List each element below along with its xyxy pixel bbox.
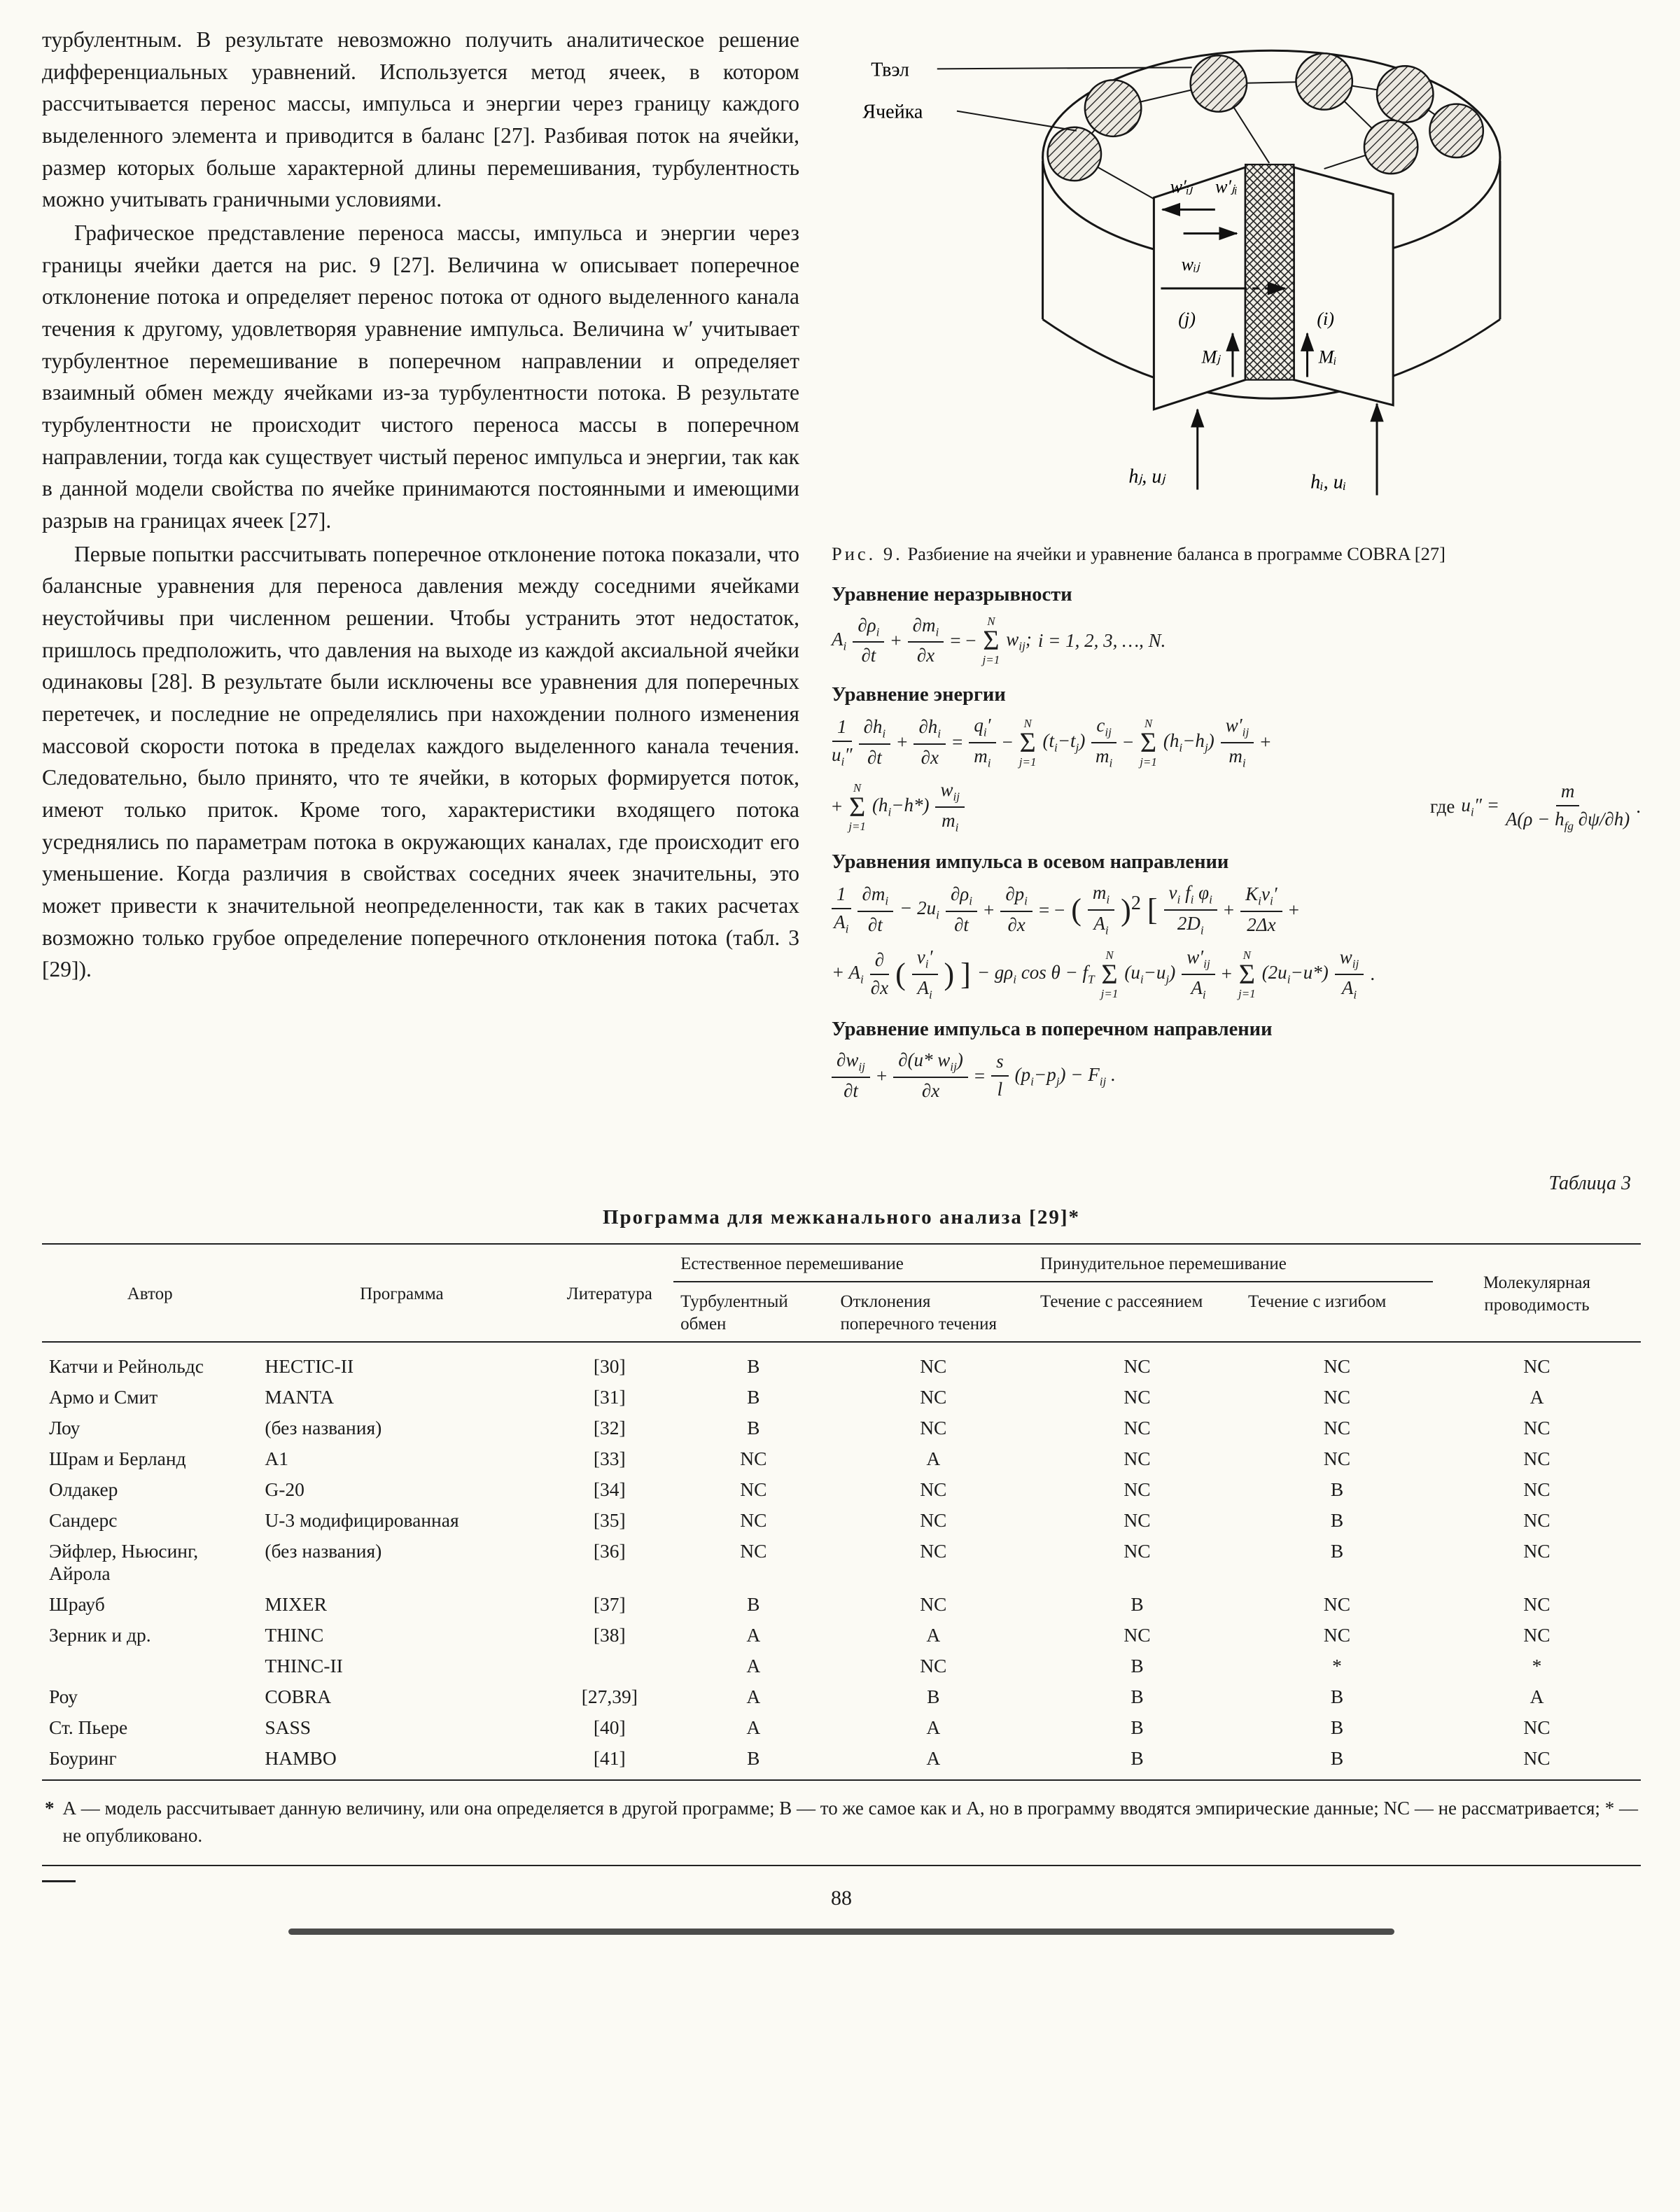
math-fraction: $\frac{K_iv_i'}{2\Delta x}$ bbox=[1240, 883, 1282, 937]
paragraph-1: турбулентным. В результате невозможно получить аналитическое решение дифференциальных уравнений. Используется метод ячеек, в котором рассчитывается перенос массы, импульса и энергии через границу каждого выделенного элемента и приводится в баланс [27]. Разбивая поток на ячейки, размер которых больше характерной длины перемешивания, турбулентность можно учитывать граничными условиями. bbox=[42, 27, 799, 212]
fuel-rod bbox=[1191, 55, 1247, 111]
col-header-bend: Течение с изгибом bbox=[1241, 1282, 1433, 1342]
open-paren: ( bbox=[1071, 892, 1082, 927]
cell-value: В bbox=[747, 1386, 760, 1408]
cell-value: NC bbox=[1323, 1386, 1351, 1408]
table-row bbox=[42, 1412, 1641, 1443]
cell-author: Ст. Пьере bbox=[49, 1716, 128, 1739]
cell-author: Олдакер bbox=[49, 1478, 118, 1501]
cell-literature: [37] bbox=[593, 1593, 626, 1616]
cell-literature: [36] bbox=[593, 1540, 626, 1562]
group-header-forced-mixing: Принудительное перемешивание bbox=[1033, 1244, 1433, 1282]
cell-value: NC bbox=[1523, 1716, 1550, 1739]
cell-value: NC bbox=[1523, 1417, 1550, 1439]
table-row bbox=[42, 1650, 1641, 1681]
math-fraction: $\frac{\partial p_i}{\partial x}$ bbox=[1000, 883, 1032, 937]
left-text-column bbox=[42, 24, 799, 1105]
fuel-rod bbox=[1048, 127, 1101, 181]
plus-sign: + bbox=[1260, 732, 1271, 753]
cell-author: Сандерс bbox=[49, 1509, 118, 1532]
math-fraction: $\frac{v_i'}{A_i}$ bbox=[912, 946, 938, 1002]
cell-program: HAMBO bbox=[258, 1742, 545, 1780]
fuel-rod bbox=[1429, 104, 1483, 158]
cell-value: NC bbox=[1523, 1593, 1550, 1616]
cell-program: HECTIC-II bbox=[265, 1355, 354, 1378]
cell-value: В bbox=[1241, 1742, 1433, 1780]
table-row bbox=[42, 1504, 1641, 1535]
cell-literature: [31] bbox=[593, 1386, 626, 1408]
equation-axial-line-2 bbox=[832, 946, 1641, 1002]
equation-block-axial bbox=[832, 851, 1641, 1002]
cell-value: NC bbox=[1523, 1509, 1550, 1532]
paragraph-2: Графическое представление переноса массы, импульса и энергии через границы ячейки дается на рис. 9 [27]. Величина w описывает поперечное отклонение потока и определяет перенос потока от одного выделенного канала течения к другому, удовлетворяя уравнение импульса. Величина w′ учитывает турбулентное перемешивание в поперечном направлении и определяет взаимный обмен между ячейками из-за турбулентности потока. В результате турбулентности не происходит чистого переноса массы в поперечном направлении, тогда как существует чистый перенос импульса и энергии, так как в данной модели свойства по ячейке принимаются постоянными и имеющими разрыв на границах ячеек [27]. bbox=[42, 220, 799, 533]
math-fraction: $\frac{\partial\rho_i}{\partial t}$ bbox=[853, 615, 884, 668]
summation-symbol: N Σ j=1 bbox=[1018, 716, 1037, 769]
cell-value: NC bbox=[920, 1655, 947, 1677]
cell-value: NC bbox=[1323, 1355, 1351, 1378]
equation-block-energy bbox=[832, 684, 1641, 834]
equation-energy-line-2 bbox=[832, 779, 1641, 835]
group-header-natural-mixing: Естественное перемешивание bbox=[673, 1244, 1033, 1282]
right-column bbox=[832, 24, 1641, 1105]
cell-author: Зерник и др. bbox=[49, 1624, 151, 1646]
cell-author: Эйфлер, Ньюсинг, Айрола bbox=[49, 1540, 199, 1585]
cell-value: NC bbox=[1523, 1448, 1550, 1470]
equation-title-transverse: Уравнение импульса в поперечном направлении bbox=[832, 1018, 1273, 1041]
cell-value: NC bbox=[740, 1478, 767, 1501]
cell-value: А bbox=[926, 1624, 941, 1646]
cell-program: MANTA bbox=[265, 1386, 334, 1408]
math-fraction: $\frac{m_i}{A_i}$ bbox=[1088, 882, 1114, 938]
cell-value: NC bbox=[1323, 1417, 1351, 1439]
plus-sign: + bbox=[832, 796, 843, 818]
table-row bbox=[42, 1443, 1641, 1474]
math-term: $(t_i-t_j)$ bbox=[1042, 730, 1086, 755]
math-fraction: $\frac{1}{u_i''}$ bbox=[832, 716, 853, 769]
cell-value: NC bbox=[920, 1540, 947, 1562]
label-cell: Ячейка bbox=[862, 101, 923, 123]
cell-program: MIXER bbox=[265, 1593, 327, 1616]
cell-literature: [33] bbox=[593, 1448, 626, 1470]
fuel-rod bbox=[1296, 53, 1352, 109]
cell-value: В bbox=[1033, 1742, 1241, 1780]
label-m-j: Mⱼ bbox=[1201, 346, 1220, 368]
label-fuel-rod: Твэл bbox=[871, 59, 909, 81]
col-header-program: Программа bbox=[258, 1244, 545, 1342]
cell-value: NC bbox=[1124, 1624, 1151, 1646]
cell-value: В bbox=[1330, 1540, 1344, 1562]
equation-energy-line-1 bbox=[832, 715, 1641, 771]
cell-value: NC bbox=[920, 1417, 947, 1439]
cell-literature: [27,39] bbox=[581, 1686, 638, 1708]
cell-value: А bbox=[746, 1655, 761, 1677]
cell-program: THINC-II bbox=[265, 1655, 343, 1677]
math-term: i = 1, 2, 3, …, N. bbox=[1037, 629, 1166, 651]
cell-value: В bbox=[747, 1355, 760, 1378]
page-number: 88 bbox=[831, 1886, 852, 1910]
footnote-marker: * bbox=[45, 1798, 55, 1819]
cell-literature: [35] bbox=[593, 1509, 626, 1532]
label-channel-i: (i) bbox=[1317, 309, 1334, 330]
programs-table bbox=[42, 1243, 1641, 1781]
cut-face-right bbox=[1294, 167, 1393, 405]
label-w-prime-ij: w′ᵢⱼ bbox=[1170, 176, 1193, 197]
cell-literature: [32] bbox=[593, 1417, 626, 1439]
cell-program: SASS bbox=[265, 1716, 312, 1739]
plus-sign: + bbox=[897, 732, 908, 753]
cell-author: Шрам и Берланд bbox=[49, 1448, 186, 1470]
table-row bbox=[42, 1619, 1641, 1650]
math-fraction: $\frac{v_i f_i \varphi_i}{2D_i}$ bbox=[1164, 882, 1217, 938]
math-term: $u_i''$ = bbox=[1461, 794, 1499, 819]
cell-value: NC bbox=[1124, 1540, 1151, 1562]
cell-program: (без названия) bbox=[265, 1417, 382, 1439]
math-term: $(2u_i-u*)$ bbox=[1261, 961, 1329, 986]
table-row bbox=[42, 1381, 1641, 1412]
cell-value: NC bbox=[1523, 1624, 1550, 1646]
plus-sign: + bbox=[876, 1065, 888, 1086]
minus-sign: − bbox=[1002, 732, 1013, 753]
cell-value: NC bbox=[1323, 1593, 1351, 1616]
cell-value: А bbox=[746, 1716, 761, 1739]
cell-author: Шрауб bbox=[49, 1593, 105, 1616]
fuel-rod bbox=[1377, 66, 1433, 122]
cell-literature: [30] bbox=[593, 1355, 626, 1378]
cell-value: А bbox=[926, 1716, 941, 1739]
math-term: $A_i$ bbox=[832, 628, 847, 653]
close-bracket: ] bbox=[960, 956, 971, 991]
cell-value: NC bbox=[1523, 1355, 1550, 1378]
equation-axial-line-1 bbox=[832, 882, 1641, 938]
equals-sign: = bbox=[952, 732, 963, 753]
cell-value: NC bbox=[920, 1386, 947, 1408]
close-paren: ) bbox=[944, 956, 955, 991]
math-fraction: $\frac{\partial m_i}{\partial x}$ bbox=[908, 615, 944, 668]
cell-value: NC bbox=[1124, 1386, 1151, 1408]
cell-author bbox=[42, 1650, 258, 1681]
math-fraction: $\frac{\partial(u* w_{ij})}{\partial x}$ bbox=[893, 1049, 968, 1102]
cell-literature: [41] bbox=[545, 1742, 673, 1780]
footnote-text: А — модель рассчитывает данную величину, или она определяется в другой программе; В — то же самое как и А, но в программу вводятся эмпирические данные; NC — не рассматривается; * — не опубликовано. bbox=[62, 1798, 1638, 1847]
cell-value: А bbox=[1530, 1686, 1544, 1708]
label-h-j-u-j: hⱼ, uⱼ bbox=[1128, 465, 1166, 488]
cell-value: А bbox=[746, 1624, 761, 1646]
cell-value: NC bbox=[1124, 1448, 1151, 1470]
math-fraction: $\frac{\partial}{\partial x}$ bbox=[870, 948, 889, 998]
open-paren: ( bbox=[895, 956, 906, 991]
cell-value: В bbox=[1130, 1655, 1144, 1677]
cell-value: NC bbox=[740, 1509, 767, 1532]
table-row bbox=[42, 1342, 1641, 1381]
period: . bbox=[1636, 796, 1641, 818]
cell-value: NC bbox=[1323, 1624, 1351, 1646]
minus-sign: − bbox=[1122, 732, 1134, 753]
cell-value: В bbox=[927, 1686, 940, 1708]
plus-sign: + bbox=[890, 629, 902, 651]
equation-title-continuity: Уравнение неразрывности bbox=[832, 583, 1072, 606]
math-fraction: $\frac{\partial\rho_i}{\partial t}$ bbox=[946, 883, 977, 937]
table-row bbox=[42, 1474, 1641, 1504]
math-term: $w_{ij}$; bbox=[1006, 628, 1032, 653]
cell-value: А bbox=[1530, 1386, 1544, 1408]
cell-value: NC bbox=[920, 1509, 947, 1532]
cell-value: NC bbox=[740, 1448, 767, 1470]
table-footnote bbox=[45, 1795, 1638, 1849]
math-fraction: $\frac{w'_{ij}}{A_i}$ bbox=[1182, 946, 1215, 1002]
equation-continuity bbox=[832, 615, 1641, 668]
math-term: − $2u_i$ bbox=[899, 897, 939, 922]
cell-value: В bbox=[1330, 1478, 1344, 1501]
cell-value: В bbox=[673, 1742, 833, 1780]
cell-value: В bbox=[1330, 1716, 1344, 1739]
plus-sign: + bbox=[1221, 963, 1232, 985]
cell-value: NC bbox=[920, 1478, 947, 1501]
col-header-molecular: Молекулярная проводимость bbox=[1433, 1244, 1641, 1342]
math-fraction: $\frac{\partial h_i}{\partial x}$ bbox=[913, 716, 946, 769]
table-row bbox=[42, 1681, 1641, 1712]
cell-author: Лоу bbox=[49, 1417, 80, 1439]
summation-symbol: N Σ j=1 bbox=[1140, 716, 1157, 769]
math-fraction: $\frac{1}{A_i}$ bbox=[832, 883, 851, 937]
figure-caption-label: Рис. 9. bbox=[832, 542, 903, 564]
cell-value: В bbox=[1130, 1716, 1144, 1739]
label-channel-j: (j) bbox=[1178, 309, 1196, 330]
cell-value: NC bbox=[1433, 1742, 1641, 1780]
fuel-rod bbox=[1085, 80, 1141, 136]
label-w-ij: wᵢⱼ bbox=[1181, 253, 1200, 274]
cell-value: NC bbox=[1124, 1355, 1151, 1378]
col-header-author: Автор bbox=[42, 1244, 258, 1342]
cell-literature: [34] bbox=[593, 1478, 626, 1501]
cell-value: NC bbox=[1323, 1448, 1351, 1470]
summation-symbol: N Σ j=1 bbox=[848, 780, 866, 833]
equals-sign: = bbox=[974, 1065, 986, 1086]
bottom-rule bbox=[42, 1865, 1641, 1866]
summation-symbol: N Σ j=1 bbox=[1238, 948, 1256, 1000]
cell-program: THINC bbox=[265, 1624, 324, 1646]
math-fraction: $\frac{c_{ij}}{m_i}$ bbox=[1091, 715, 1116, 771]
summation-symbol: N Σ j=1 bbox=[982, 615, 1000, 667]
plus-sign: + bbox=[1223, 899, 1235, 920]
label-m-i: Mᵢ bbox=[1318, 346, 1337, 368]
cell-author: Армо и Смит bbox=[49, 1386, 158, 1408]
math-fraction: $\frac{\partial w_{ij}}{\partial t}$ bbox=[832, 1049, 870, 1102]
cell-program: COBRA bbox=[265, 1686, 332, 1708]
table-section bbox=[42, 1172, 1641, 1849]
equation-transverse bbox=[832, 1049, 1641, 1102]
cut-fuel-rod-section bbox=[1245, 164, 1294, 380]
cell-value: NC bbox=[1124, 1417, 1151, 1439]
math-fraction: $\frac{w_{ij}}{A_i}$ bbox=[1335, 946, 1364, 1002]
figure-caption bbox=[832, 542, 1641, 567]
cell-author: Роу bbox=[49, 1686, 78, 1708]
math-fraction: $\frac{w_{ij}}{m_i}$ bbox=[935, 779, 965, 835]
plus-sign: + bbox=[983, 899, 995, 920]
math-fraction: $\frac{w'_{ij}}{m_i}$ bbox=[1221, 715, 1254, 771]
paragraph-3: Первые попытки рассчитывать поперечное отклонение потока показали, что балансные уравнения для переноса давления между соседними ячейками неустойчивы при численном решении. Чтобы устранить этот недостаток, пришлось предположить, что давления на выходе из каждой аксиальной ячейки одинаковы [28]. В результате были исключены все уравнения для поперечных перетечек, и последние не определялись при нахождении полного изменения массовой скорости потока в пределах каждого выделенного канала течения. Следовательно, было принято, что те ячейки, в которых формируется поток, имеют только приток. Кроме того, характеристики входящего потока усреднялись по параметрам потока в окружающих каналах, где происходит его уменьшение. Когда различия в свойствах соседних ячеек значительны, это может привести к значительной неопределенности, так как в таких расчетах возможно только грубое определение поперечного отклонения потока (табл. 3 [29]). bbox=[42, 541, 799, 982]
equation-block-transverse bbox=[832, 1018, 1641, 1102]
cell-literature: [38] bbox=[593, 1624, 626, 1646]
cell-literature: [40] bbox=[593, 1716, 626, 1739]
cell-program: U-3 модифицированная bbox=[265, 1509, 459, 1532]
scan-artifact bbox=[288, 1928, 1394, 1935]
cell-value: В bbox=[1330, 1686, 1344, 1708]
label-w-prime-ji: w′ⱼᵢ bbox=[1215, 176, 1238, 197]
math-fraction: $\frac{s}{l}$ bbox=[991, 1051, 1009, 1101]
cell-value: NC bbox=[920, 1355, 947, 1378]
figure-9-drawing bbox=[832, 24, 1641, 538]
cell-value: А bbox=[926, 1448, 941, 1470]
math-term: + $A_i$ bbox=[832, 961, 864, 986]
table-row bbox=[42, 1588, 1641, 1619]
equals-minus: = − bbox=[1038, 899, 1065, 920]
cell-value: NC bbox=[1124, 1509, 1151, 1532]
math-term: $(u_i-u_j)$ bbox=[1124, 961, 1176, 986]
cell-value: NC bbox=[1124, 1478, 1151, 1501]
math-term: $(h_i-h_j)$ bbox=[1163, 730, 1214, 755]
equation-title-energy: Уравнение энергии bbox=[832, 684, 1006, 706]
equation-title-axial: Уравнения импульса в осевом направлении bbox=[832, 851, 1229, 874]
margin-tick bbox=[42, 1880, 76, 1882]
cell-value: NC bbox=[1523, 1478, 1550, 1501]
table-row bbox=[42, 1535, 1641, 1588]
math-fraction: $\frac{m}{A(\rho - h_{fg} \partial\psi/\partial h)}$ bbox=[1505, 780, 1630, 832]
cell-value: * bbox=[1332, 1655, 1342, 1677]
figure-9 bbox=[832, 24, 1641, 538]
equals-minus: = − bbox=[950, 629, 976, 651]
col-header-deviation: Отклонения поперечного течения bbox=[834, 1282, 1034, 1342]
col-header-scatter: Течение с рассеянием bbox=[1033, 1282, 1241, 1342]
label-h-i-u-i: hᵢ, uᵢ bbox=[1310, 471, 1347, 493]
cell-value: NC bbox=[920, 1593, 947, 1616]
cell-value: В bbox=[747, 1417, 760, 1439]
cell-value: В bbox=[1330, 1509, 1344, 1532]
table-row bbox=[42, 1712, 1641, 1742]
cell-literature bbox=[545, 1650, 673, 1681]
cell-author: Боуринг bbox=[42, 1742, 258, 1780]
table-number-label: Таблица 3 bbox=[1548, 1172, 1631, 1195]
math-term: $(p_i-p_j) - F_{ij}$ . bbox=[1014, 1063, 1116, 1088]
table-row bbox=[42, 1742, 1641, 1780]
col-header-turbulent: Турбулентный обмен bbox=[673, 1282, 833, 1342]
cell-program: А1 bbox=[265, 1448, 288, 1470]
plus-sign: + bbox=[1288, 899, 1299, 920]
cell-value: В bbox=[1130, 1593, 1144, 1616]
cell-program: (без названия) bbox=[265, 1540, 382, 1562]
period: . bbox=[1370, 963, 1376, 985]
open-bracket: [ bbox=[1147, 892, 1158, 927]
summation-symbol: N Σ j=1 bbox=[1100, 948, 1119, 1000]
cell-value: * bbox=[1532, 1655, 1542, 1677]
two-column-layout bbox=[42, 24, 1641, 1105]
math-term: $(h_i-h*)$ bbox=[872, 794, 930, 819]
math-fraction: $\frac{\partial h_i}{\partial t}$ bbox=[859, 716, 891, 769]
fuel-rod bbox=[1364, 120, 1418, 174]
math-fraction: $\frac{q_i'}{m_i}$ bbox=[969, 715, 995, 771]
close-paren-squared: )$^2$ bbox=[1121, 892, 1141, 927]
cell-value: А bbox=[746, 1686, 761, 1708]
col-header-literature: Литература bbox=[545, 1244, 673, 1342]
figure-caption-text: Разбиение на ячейки и уравнение баланса в программе COBRA [27] bbox=[907, 542, 1446, 564]
cell-value: В bbox=[1130, 1686, 1144, 1708]
table-title: Программа для межканального анализа [29]* bbox=[603, 1206, 1080, 1229]
where-word: где bbox=[1429, 796, 1455, 818]
cell-value: NC bbox=[740, 1540, 767, 1562]
cell-program: G-20 bbox=[265, 1478, 304, 1501]
cell-value: NC bbox=[1523, 1540, 1550, 1562]
cell-value: В bbox=[747, 1593, 760, 1616]
math-term: − $g\rho_i$ $\cos \theta - f_T$ bbox=[976, 961, 1095, 986]
math-fraction: $\frac{\partial m_i}{\partial t}$ bbox=[858, 883, 894, 937]
equation-block-continuity bbox=[832, 584, 1641, 668]
cell-value: А bbox=[834, 1742, 1034, 1780]
cell-author: Катчи и Рейнольдс bbox=[49, 1355, 204, 1378]
